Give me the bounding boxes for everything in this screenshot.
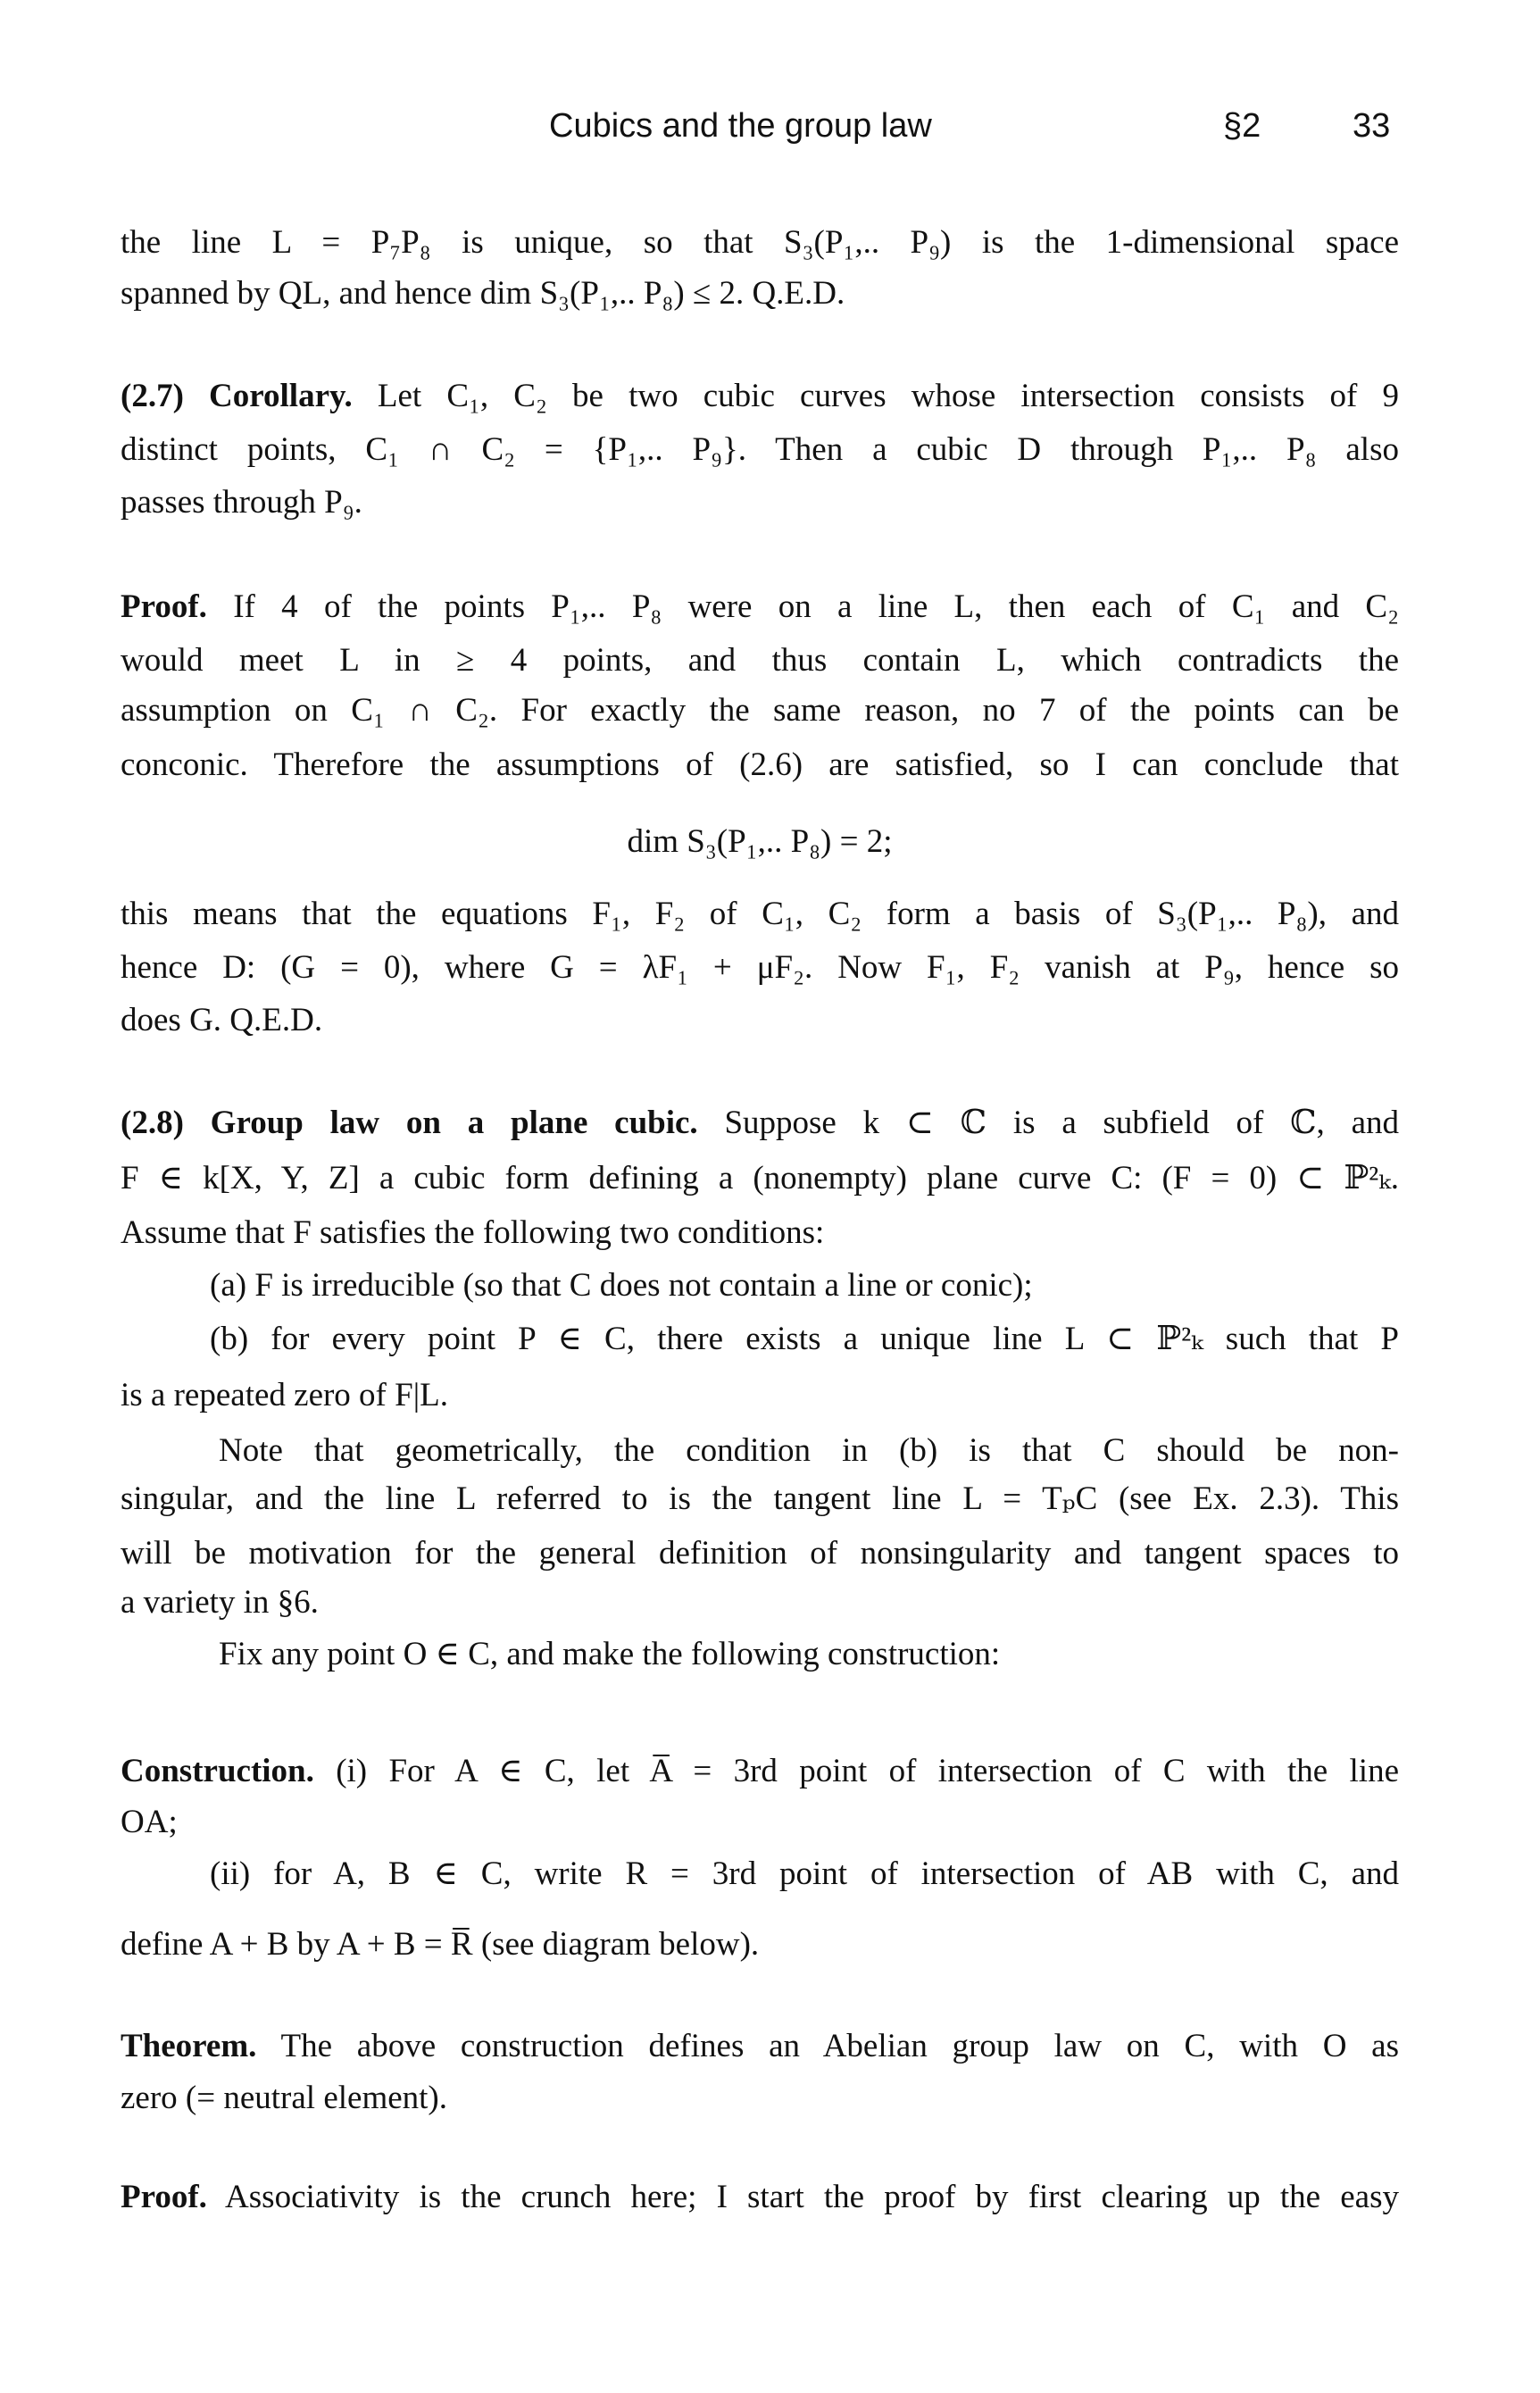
text-line: define A + B by A + B = R̅ (see diagram below). <box>121 1926 760 1963</box>
running-header-title: Cubics and the group law <box>549 107 932 145</box>
theorem-heading: Theorem. The above construction defines an Abelian group law on C, with O as <box>121 2028 1399 2064</box>
text-line: assumption on C₁ ∩ C₂. For exactly the same reason, no 7 of the points can be <box>121 692 1399 729</box>
text-line: Note that geometrically, the condition in (b) is that C should be non- <box>219 1432 1399 1469</box>
text-line: does G. Q.E.D. <box>121 1002 323 1038</box>
text-line: would meet L in ≥ 4 points, and thus contain L, which contradicts the <box>121 642 1399 679</box>
text-line: F ∈ k[X, Y, Z] a cubic form defining a (nonempty) plane curve C: (F = 0) ⊂ ℙ²ₖ. <box>121 1160 1399 1196</box>
display-equation: dim S₃(P₁,.. P₈) = 2; <box>627 823 893 860</box>
text-line: a variety in §6. <box>121 1584 319 1621</box>
text-line: this means that the equations F₁, F₂ of C₁, C₂ form a basis of S₃(P₁,.. P₈), and <box>121 896 1399 932</box>
text-line: passes through P₉. <box>121 484 362 521</box>
corollary-heading: (2.7) Corollary. Let C₁, C₂ be two cubic curves whose intersection consists of 9 <box>121 378 1399 414</box>
section-number: §2 <box>1223 107 1261 145</box>
text-line: singular, and the line L referred to is the tangent line L = TₚC (see Ex. 2.3). This <box>121 1480 1399 1517</box>
condition-b: (b) for every point P ∈ C, there exists a unique line L ⊂ ℙ²ₖ such that P <box>210 1321 1399 1357</box>
text-line: conconic. Therefore the assumptions of (2.6) are satisfied, so I can conclude that <box>121 746 1399 783</box>
text-line: distinct points, C₁ ∩ C₂ = {P₁,.. P₉}. Then a cubic D through P₁,.. P₈ also <box>121 431 1399 468</box>
proof-heading: Proof. Associativity is the crunch here; I start the proof by first clearing up the easy <box>121 2179 1399 2215</box>
text-line: zero (= neutral element). <box>121 2080 448 2116</box>
text-line: the line L = P₇P₈ is unique, so that S₃(P₁,.. P₉) is the 1-dimensional space <box>121 224 1399 261</box>
construction-heading: Construction. (i) For A ∈ C, let A̅ = 3rd point of intersection of C with the line <box>121 1753 1399 1789</box>
text-line: Assume that F satisfies the following two conditions: <box>121 1214 825 1251</box>
construction-ii: (ii) for A, B ∈ C, write R = 3rd point of intersection of AB with C, and <box>210 1855 1399 1892</box>
condition-a: (a) F is irreducible (so that C does not contain a line or conic); <box>210 1267 1033 1304</box>
text-line: Fix any point O ∈ C, and make the following construction: <box>219 1636 1001 1672</box>
proof-heading: Proof. If 4 of the points P₁,.. P₈ were on a line L, then each of C₁ and C₂ <box>121 588 1399 625</box>
text-line: spanned by QL, and hence dim S₃(P₁,.. P₈) ≤ 2. Q.E.D. <box>121 275 845 312</box>
page-number: 33 <box>1353 107 1391 145</box>
text-line: is a repeated zero of F|L. <box>121 1377 448 1413</box>
group-law-heading: (2.8) Group law on a plane cubic. Suppose k ⊂ ℂ is a subfield of ℂ, and <box>121 1105 1399 1141</box>
text-line: hence D: (G = 0), where G = λF₁ + μF₂. Now F₁, F₂ vanish at P₉, hence so <box>121 949 1399 986</box>
text-line: OA; <box>121 1804 178 1840</box>
text-line: will be motivation for the general definition of nonsingularity and tangent spaces to <box>121 1535 1399 1572</box>
